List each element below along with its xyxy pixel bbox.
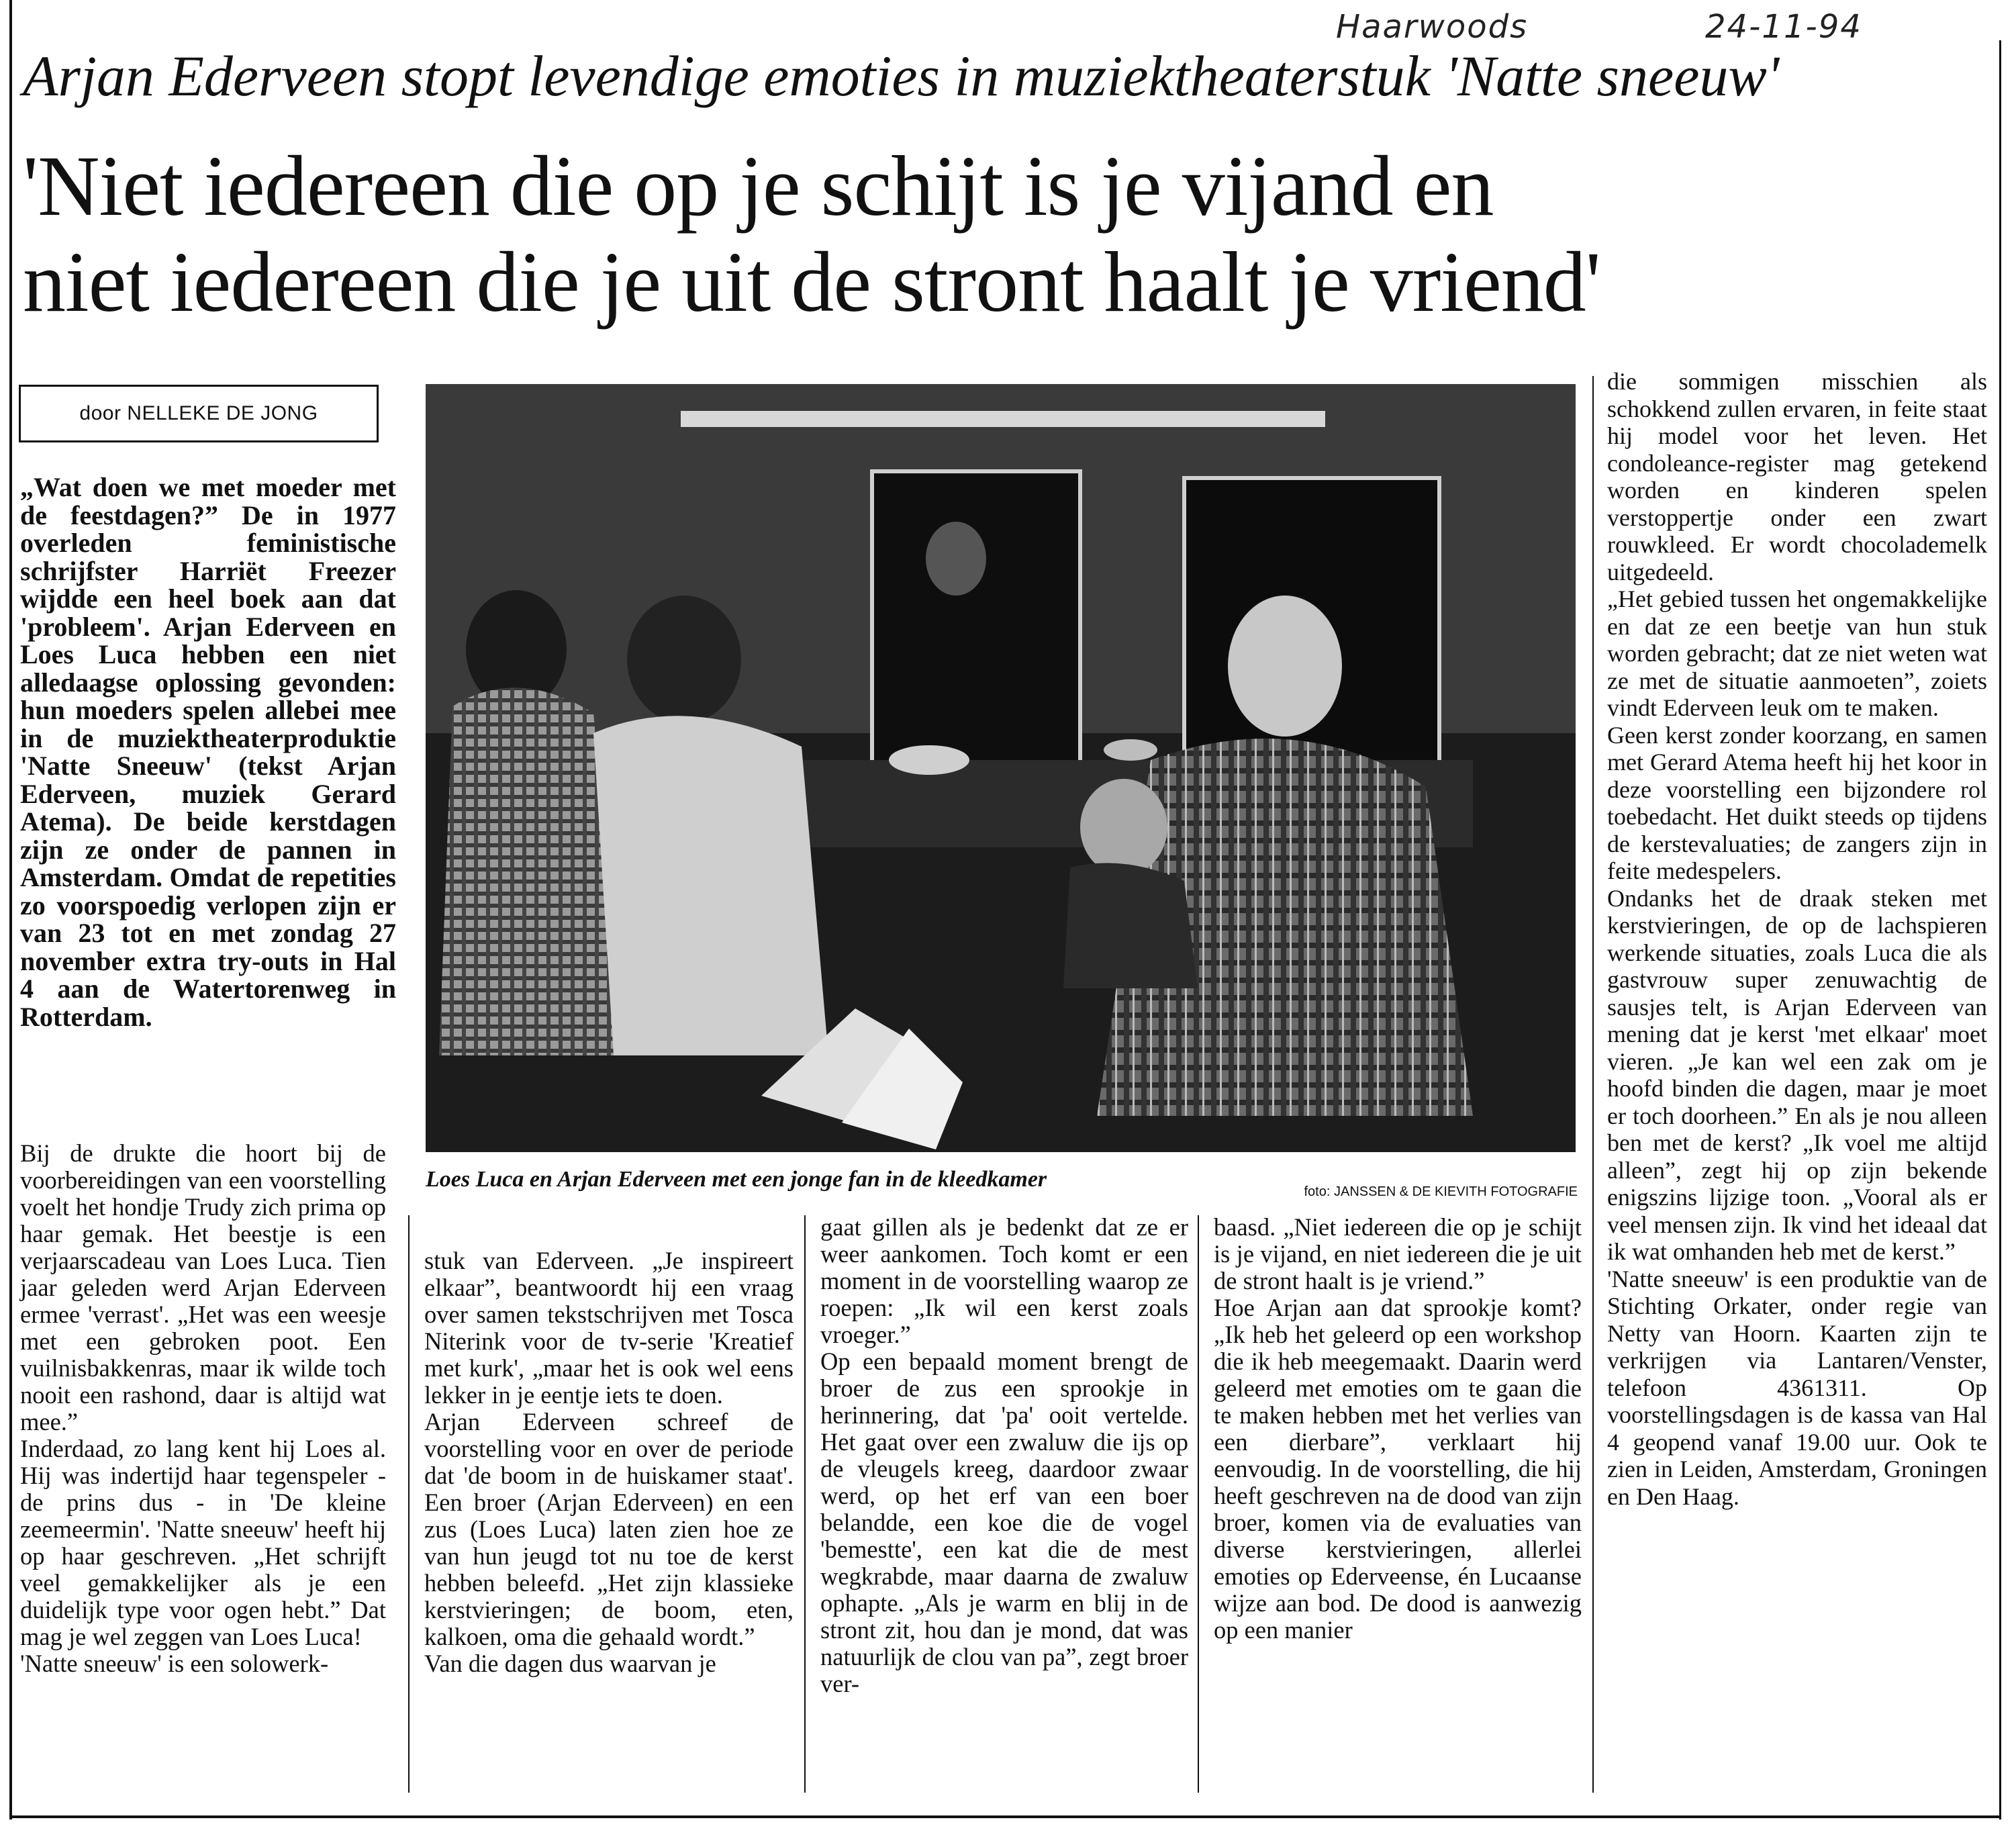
photo-caption: Loes Luca en Arjan Ederveen met een jonge fan in de kleedkamer	[426, 1167, 1047, 1192]
column-5-paragraph: 'Natte sneeuw' is een produktie van de Stichting Orkater, onder regie van Netty van Hoorn. Kaarten zijn te verkrijgen via Lantaren/Venster, telefoon 4361311. Op voorstellingsdagen is de kassa van Hal 4 geopend vanaf 19.00 uur. Ook te zien in Leiden, Amsterdam, Groningen en Den Haag.	[1607, 1265, 1987, 1510]
column-2-paragraph: stuk van Ederveen. „Je inspireert elkaar”, beantwoordt hij een vraag over samen tekstschrijven met Tosca Niterink voor de tv-serie 'Kreatief met kurk', „maar het is ook wel eens lekker in je eentje iets te doen.	[424, 1247, 794, 1409]
column-2-paragraph: Van die dagen dus waarvan je	[424, 1650, 716, 1677]
left-border-rule	[9, 0, 12, 1820]
article-column-3	[820, 1214, 1188, 1697]
headline-line-1: 'Niet iedereen die op je schijt is je vijand en	[23, 138, 1494, 234]
column-5-paragraph: Geen kerst zonder koorzang, en samen met Gerard Atema heeft hij het koor in deze voorstelling een bijzondere rol toebedacht. Het duikt steeds op tijdens de kerstevaluaties; de zangers zijn in feite medespelers.	[1607, 721, 1987, 884]
photo-illustration	[426, 384, 1576, 1152]
column-2-paragraph: Arjan Ederveen schreef de voorstelling voor en over de periode dat 'de boom in de huiskamer staat'. Een broer (Arjan Ederveen) en een zus (Loes Luca) laten zien hoe ze van hun jeugd tot nu toe de kerst hebben beleefd. „Het zijn klassieke kerstvieringen; de boom, eten, kalkoen, oma die gehaald wordt.”	[424, 1408, 794, 1650]
column-5-paragraph: die sommigen misschien als schokkend zullen ervaren, in feite staat hij model voor het leven. Het condoleance-register mag getekend worden en kinderen spelen verstoppertje onder een zwart rouwkleed. Er wordt chocolademelk uitgedeeld.	[1607, 368, 1987, 585]
column-4-paragraph: baasd. „Niet iedereen die op je schijt is je vijand, en niet iedereen die je uit de stront haalt is je vriend.”	[1214, 1213, 1582, 1294]
column-divider	[408, 1215, 410, 1793]
dressing-room-photo	[426, 384, 1576, 1152]
column-5-paragraph: „Het gebied tussen het ongemakkelijke en dat ze een beetje van hun stuk worden gebracht; dat ze niet weten wat ze met de situatie aanmoeten”, zoiets vindt Ederveen leuk om te maken.	[1607, 585, 1987, 721]
handwritten-date-note: 24-11-94	[1705, 8, 1862, 46]
bottom-border-rule	[9, 1815, 2001, 1818]
column-3-paragraph: Op een bepaald moment brengt de broer de zus een sprookje in herinnering, dat 'pa' ooit vertelde. Het gaat over een zwaluw die ijs op de vleugels kreeg, daardoor zwaar werd, op het erf van een boer belandde, een koe die de vogel 'bemestte', een kat die de mest wegkrabde, maar daarna de zwaluw ophapte. „Als je warm en blij in de stront zit, hou dan je mond, dat was natuurlijk de clou van pa”, zegt broer ver-	[820, 1348, 1188, 1697]
kicker-headline: Arjan Ederveen stopt levendige emoties in muziektheaterstuk 'Natte sneeuw'	[23, 44, 1780, 108]
column-1-paragraph: 'Natte sneeuw' is een solowerk-	[20, 1650, 329, 1677]
photo-credit: foto: JANSSEN & DE KIEVITH FOTOGRAFIE	[1304, 1184, 1578, 1199]
right-border-rule	[1999, 40, 2001, 1820]
column-3-paragraph: gaat gillen als je bedenkt dat ze er weer aankomen. Toch komt er een moment in de voorstelling waarop ze roepen: „Ik wil een kerst zoals vroeger.”	[820, 1213, 1188, 1348]
headline-line-2: niet iedereen die je uit de stront haalt je vriend'	[23, 234, 1600, 330]
article-column-2	[424, 1247, 794, 1677]
column-4-paragraph: Hoe Arjan aan dat sprookje komt? „Ik heb het geleerd op een workshop die ik heb meegemaakt. Daarin werd geleerd met emoties om te gaan die te maken hebben met het verlies van een dierbare”, verklaart hij eenvoudig. In de voorstelling, die hij heeft geschreven na de dood van zijn broer, komen via de evaluaties van diverse kerstvieringen, allerlei emoties op Ederveense, én Lucaanse wijze aan bod. De dood is aanwezig op een manier	[1214, 1294, 1582, 1644]
column-5-paragraph: Ondanks het de draak steken met kerstvieringen, de op de lachspieren werkende situaties, zoals Luca die als gastvrouw super zenuwachtig de sausjes telt, is Arjan Ederveen van mening dat je kerst 'met elkaar' moet vieren. „Je kan wel een zak om je hoofd binden die dagen, maar je moet er toch doorheen.” En als je nou alleen ben met de kerst? „Ik voel me altijd alleen”, zegt hij op zijn bekende enigszins lijzige toon. „Vooral als er veel mensen zijn. Ik vind het ideaal dat ik wat omhanden heb met de kerst.”	[1607, 884, 1987, 1265]
handwritten-source-note: Haarwoods	[1336, 8, 1529, 46]
lead-paragraph: „Wat doen we met moeder met de feestdagen?” De in 1977 overleden feministische schrijfster Harriët Freezer wijdde een heel boek aan dat 'probleem'. Arjan Ederveen en Loes Luca hebben een niet alledaagse oplossing gevonden: hun moeders spelen allebei mee in de muziektheaterproduktie 'Natte Sneeuw' (tekst Arjan Ederveen, muziek Gerard Atema). De beide kerstdagen zijn ze onder de pannen in Amsterdam. Omdat de repetities zo voorspoedig verlopen zijn er van 23 tot en met zondag 27 november extra try-outs in Hal 4 aan de Watertorenweg in Rotterdam.	[20, 472, 396, 1032]
article-column-5	[1607, 368, 1987, 1510]
byline-text: door NELLEKE DE JONG	[79, 402, 318, 424]
column-1-paragraph: Bij de drukte die hoort bij de voorbereidingen van een voorstelling voelt het hondje Trudy zich prima op haar gemak. Het beestje is een verjaarscadeau van Loes Luca. Tien jaar geleden werd Arjan Ederveen ermee 'verrast'. „Het was een weesje met een gebroken poot. Een vuilnisbakkenras, maar ik wilde toch nooit een rashond, daar is altijd wat mee.”	[20, 1139, 386, 1435]
column-1-paragraph: Inderdaad, zo lang kent hij Loes al. Hij was indertijd haar tegenspeler - de prins dus - in 'De kleine zeemeermin'. 'Natte sneeuw' heeft hij op haar geschreven. „Het schrijft veel gemakkelijker als je een duidelijk type voor ogen hebt.” Dat mag je wel zeggen van Loes Luca!	[20, 1435, 386, 1650]
article-column-1	[20, 1140, 386, 1677]
column-divider	[1198, 1215, 1199, 1793]
byline-box	[19, 385, 379, 442]
column-divider	[804, 1215, 806, 1793]
column-divider	[1592, 376, 1594, 1793]
article-column-4	[1214, 1214, 1582, 1644]
main-headline	[23, 138, 1990, 331]
